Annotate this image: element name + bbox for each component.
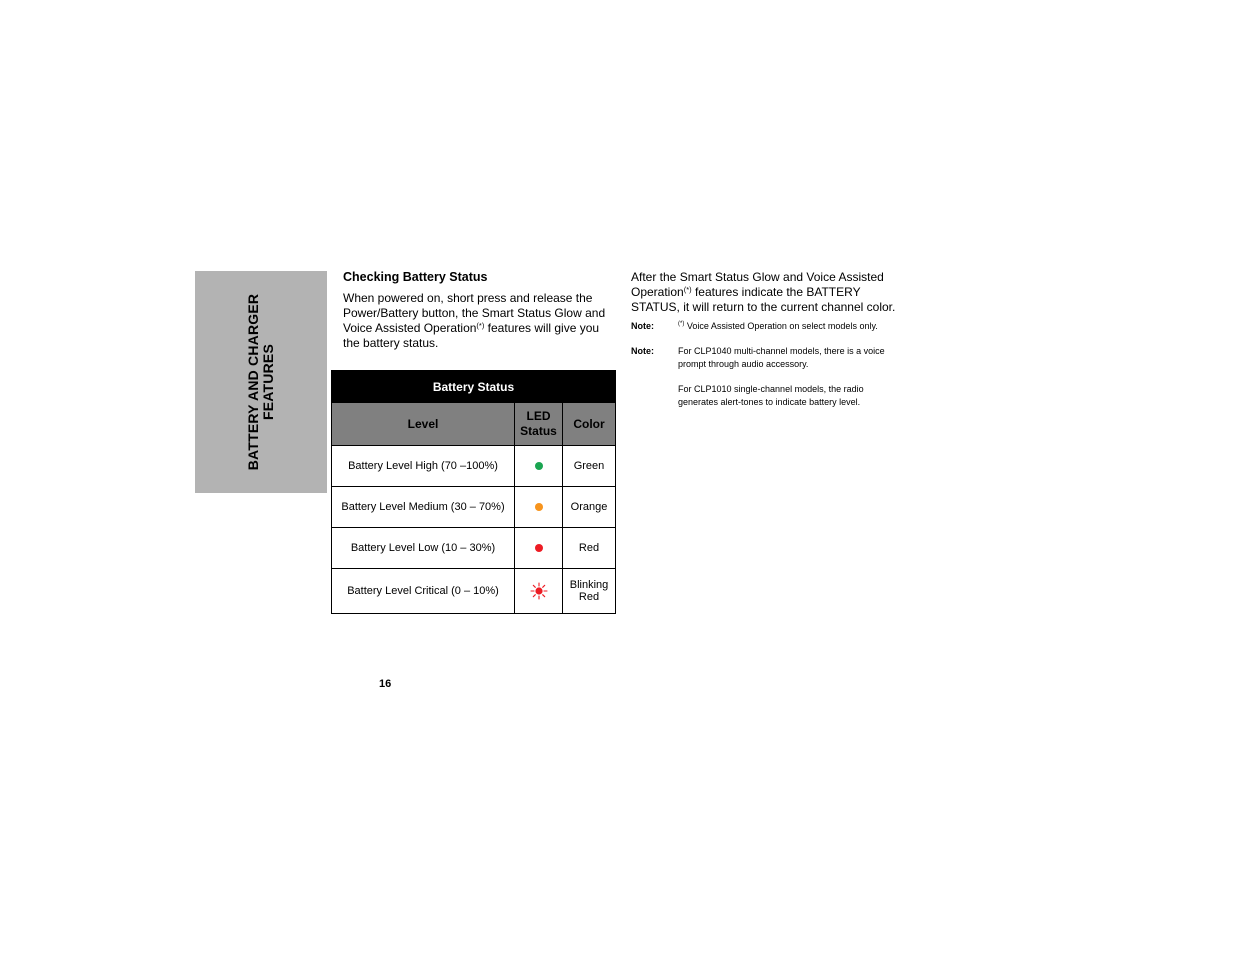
header-led-line1: LED — [526, 409, 551, 423]
after-text-2: features indicate the BATTERY STATUS, it will return to the current channel color. — [631, 285, 896, 314]
note-text-body: Voice Assisted Operation on select models only. — [684, 321, 878, 331]
after-status-paragraph — [631, 270, 896, 315]
header-led-status — [515, 403, 563, 446]
side-tab-line2: FEATURES — [260, 344, 276, 421]
page-number: 16 — [379, 678, 392, 690]
header-color: Color — [563, 403, 616, 446]
led-cell — [515, 528, 563, 569]
blinking-led-icon — [530, 582, 548, 600]
color-label: Green — [573, 460, 605, 472]
color-label: Orange — [570, 501, 608, 513]
note-label: Note: — [631, 321, 654, 331]
section-side-tab — [195, 271, 327, 493]
header-level: Level — [332, 403, 515, 446]
note-asterisk: (*) — [678, 321, 685, 327]
header-led-line2: Status — [520, 424, 557, 438]
color-cell — [563, 528, 616, 569]
led-dot-icon — [535, 544, 543, 552]
table-row — [332, 487, 616, 528]
note-text — [678, 320, 898, 333]
table-header-row — [332, 403, 616, 446]
color-cell — [563, 569, 616, 614]
table-row — [332, 446, 616, 487]
section-heading: Checking Battery Status — [343, 270, 488, 284]
intro-text-2: features will give you the battery status. — [343, 321, 600, 350]
intro-text-1: When powered on, short press and release the Power/Battery button, the Smart Status Glow and Voice Assisted Operation — [343, 291, 606, 335]
led-cell — [515, 569, 563, 614]
led-dot-icon — [535, 462, 543, 470]
led-cell — [515, 446, 563, 487]
intro-paragraph — [343, 291, 608, 351]
level-cell: Battery Level Low (10 – 30%) — [332, 528, 515, 569]
color-label: Red — [578, 542, 600, 554]
color-label-line1: Blinking — [569, 579, 609, 591]
led-cell — [515, 487, 563, 528]
table-row — [332, 569, 616, 614]
led-dot-icon — [535, 503, 543, 511]
after-asterisk: (*) — [683, 285, 692, 294]
color-cell — [563, 487, 616, 528]
side-tab-label — [246, 282, 276, 482]
level-cell: Battery Level Medium (30 – 70%) — [332, 487, 515, 528]
side-tab-line1: BATTERY AND CHARGER — [245, 293, 261, 471]
level-cell: Battery Level High (70 –100%) — [332, 446, 515, 487]
table-row — [332, 528, 616, 569]
color-cell — [563, 446, 616, 487]
after-text-1: After the Smart Status Glow and Voice Assisted Operation — [631, 270, 884, 299]
note-text: For CLP1040 multi-channel models, there is a voice prompt through audio accessory. — [678, 346, 885, 369]
intro-asterisk: (*) — [476, 321, 485, 330]
note-label: Note: — [631, 346, 654, 356]
battery-status-table — [331, 370, 616, 614]
table-title: Battery Status — [332, 371, 616, 403]
color-label-line2: Red — [578, 591, 600, 603]
note-text: For CLP1010 single-channel models, the radio generates alert-tones to indicate battery level. — [678, 384, 864, 407]
level-cell: Battery Level Critical (0 – 10%) — [332, 569, 515, 614]
table-title-row — [332, 371, 616, 403]
